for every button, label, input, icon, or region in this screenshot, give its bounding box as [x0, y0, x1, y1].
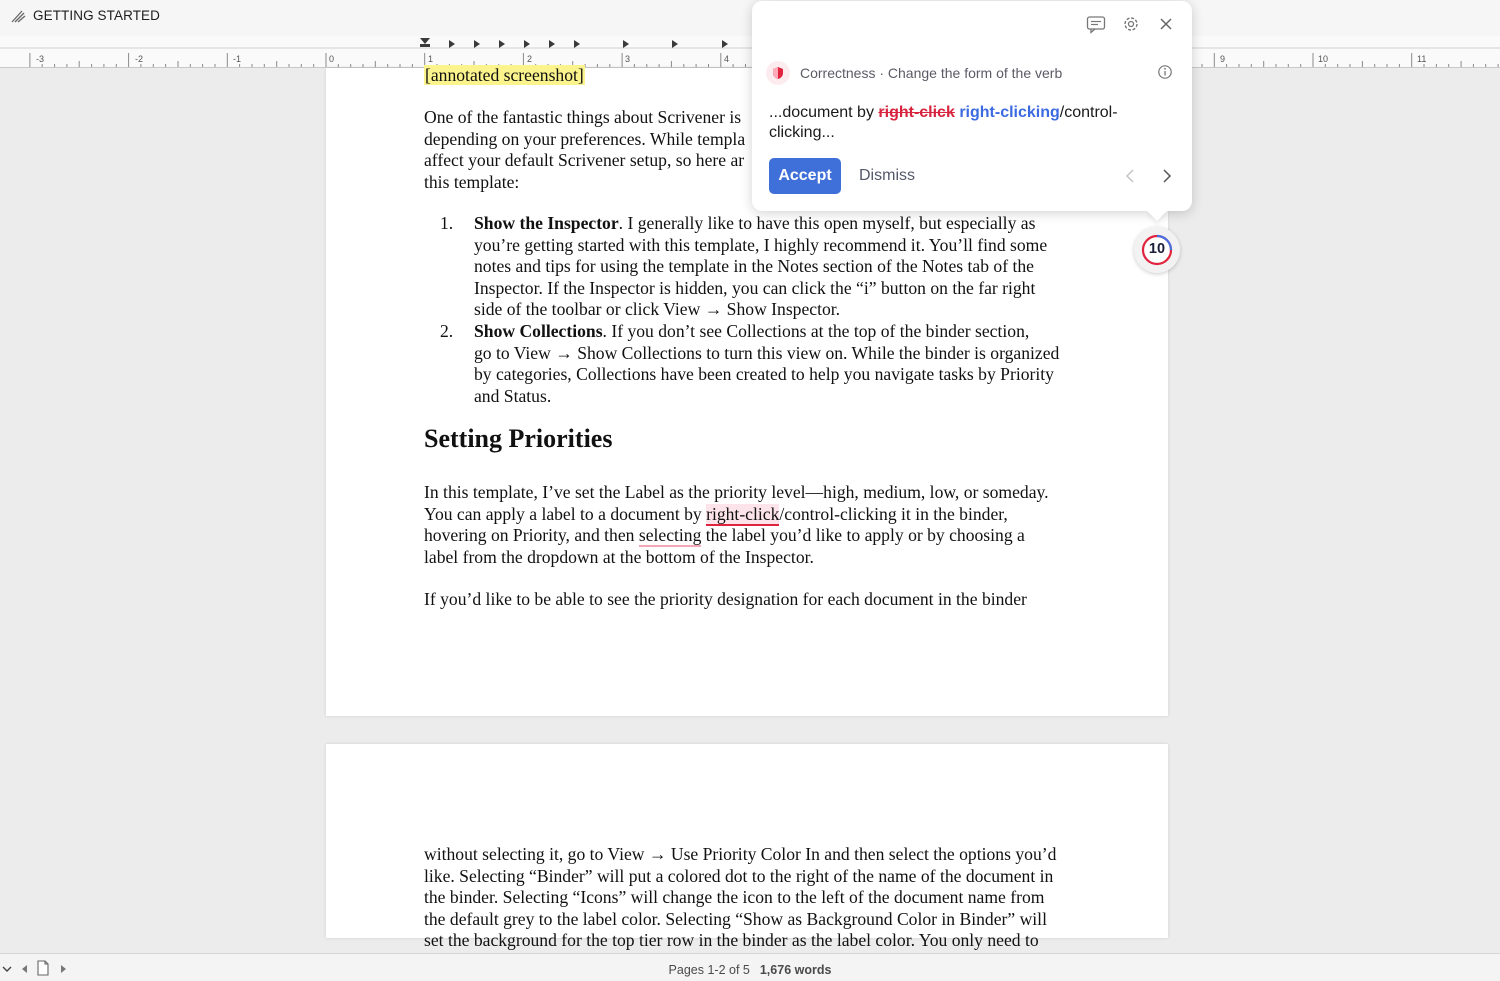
text-line: label from the dropdown at the bottom of the Inspector.	[424, 546, 814, 567]
text-line: Inspector. If the Inspector is hidden, you can click the “i” button on the far right	[474, 277, 1036, 298]
suggestion-snippet	[769, 103, 1169, 143]
list-item-title: Show Collections	[474, 321, 603, 341]
list-number: 1.	[440, 213, 454, 233]
ruler-label: -1	[233, 54, 242, 64]
ruler-label: 9	[1220, 54, 1226, 64]
close-icon[interactable]	[1155, 13, 1177, 35]
gear-icon[interactable]	[1120, 13, 1142, 35]
text-line	[424, 525, 1070, 547]
card-toolbar	[752, 1, 1192, 45]
ruler-label: 2	[527, 54, 533, 64]
priorities-paragraph	[424, 482, 1070, 568]
snippet-removed-text: right-click	[878, 104, 955, 121]
previous-suggestion-icon[interactable]	[1122, 167, 1140, 185]
text-line: . I generally like to have this open myself, but especially as	[618, 213, 1036, 233]
ruler-label: 10	[1318, 54, 1329, 64]
ruler-label: -3	[36, 54, 45, 64]
text-line	[424, 504, 1070, 526]
ruler-label: -2	[135, 54, 144, 64]
continued-paragraph	[424, 844, 1070, 952]
text-line: One of the fantastic things about Scrivener is	[424, 107, 742, 127]
suggestion-count: 10	[1148, 241, 1166, 257]
page-count: Pages 1-2 of 5	[668, 963, 750, 977]
grammarly-suggestion-card	[752, 1, 1192, 211]
status-bar	[0, 953, 1500, 981]
feedback-icon[interactable]	[1085, 13, 1107, 35]
grammarly-badge[interactable]	[1134, 227, 1180, 273]
text-line: the default grey to the label color. Selecting “Show as Background Color in Binder” will	[424, 908, 1047, 929]
list-number: 2.	[440, 321, 454, 341]
grammar-error-highlight[interactable]: right-click	[706, 503, 780, 524]
section-heading: Setting Priorities	[424, 424, 613, 453]
text-line: notes and tips for using the template in the Notes section of the Notes tab of the	[474, 256, 1034, 276]
text-line: by categories, Collections have been created to help you navigate tasks by Priority	[474, 364, 1054, 384]
ruler-ticks	[0, 36, 1500, 68]
binder-paragraph: If you’d like to be able to see the priority designation for each document in the binder	[424, 589, 1027, 609]
dismiss-button[interactable]: Dismiss	[849, 158, 925, 194]
status-text	[0, 963, 1500, 977]
ruler-label: 3	[625, 54, 631, 64]
highlight-text: [annotated screenshot]	[425, 65, 584, 85]
word-count: 1,676 words	[759, 963, 832, 977]
ruler[interactable]	[0, 36, 1500, 68]
document-title: GETTING STARTED	[33, 8, 161, 23]
list-item	[440, 321, 1070, 407]
text-segment: the label you’d like to apply or by choosing a	[701, 525, 1025, 545]
ruler-label: 1	[428, 54, 434, 64]
snippet-replacement-text[interactable]: right-clicking	[959, 104, 1060, 121]
text-line: without selecting it, go to View → Use Priority Color In and then select the options you’d	[424, 844, 1057, 864]
text-line: In this template, I’ve set the Label as the priority level—high, medium, low, or someday.	[424, 482, 1049, 502]
text-line: go to View → Show Collections to turn this view on. While the binder is organized	[474, 342, 1060, 363]
text-line: set the background for the top tier row in the binder as the label color. You only need to	[424, 930, 1039, 950]
text-line: affect your default Scrivener setup, so here ar	[424, 150, 745, 170]
text-line: like. Selecting “Binder” will put a colored dot to the right of the name of the document in	[424, 865, 1054, 886]
document-stack-icon	[10, 8, 26, 24]
info-icon[interactable]	[1157, 64, 1173, 80]
ruler-label: 4	[724, 54, 730, 64]
text-line: and Status.	[474, 385, 552, 406]
numbered-list	[424, 213, 1070, 413]
ruler-label: 0	[329, 54, 335, 64]
text-segment: hovering on Priority, and then	[424, 525, 639, 545]
correctness-icon	[766, 61, 790, 85]
text-line: depending on your preferences. While templa	[424, 128, 746, 149]
text-line: . If you don’t see Collections at the top of the binder section,	[602, 321, 1030, 341]
ruler-label: 11	[1417, 54, 1427, 64]
text-segment: /control-clicking it in the binder,	[779, 503, 1008, 524]
text-line: side of the toolbar or click View → Show Inspector.	[474, 299, 841, 319]
text-line: this template:	[424, 171, 520, 192]
title-bar	[0, 0, 1500, 36]
snippet-text: /control-clicking...	[769, 104, 1118, 141]
next-suggestion-icon[interactable]	[1157, 167, 1175, 185]
snippet-text: ...document by	[769, 104, 879, 121]
editor-page-2[interactable]	[326, 744, 1168, 950]
accept-button[interactable]: Accept	[769, 158, 841, 194]
text-segment: You can apply a label to a document by	[424, 503, 707, 524]
text-line: the binder. Selecting “Icons” will change the icon to the left of the document name from	[424, 887, 1045, 907]
list-item-title: Show the Inspector	[474, 213, 619, 233]
grammar-suggestion-underline[interactable]: selecting	[638, 525, 702, 545]
suggestion-category: Correctness · Change the form of the verb	[800, 65, 1063, 81]
list-item	[440, 213, 1070, 321]
text-line: you’re getting started with this template, I highly recommend it. You’ll find some	[474, 234, 1048, 255]
